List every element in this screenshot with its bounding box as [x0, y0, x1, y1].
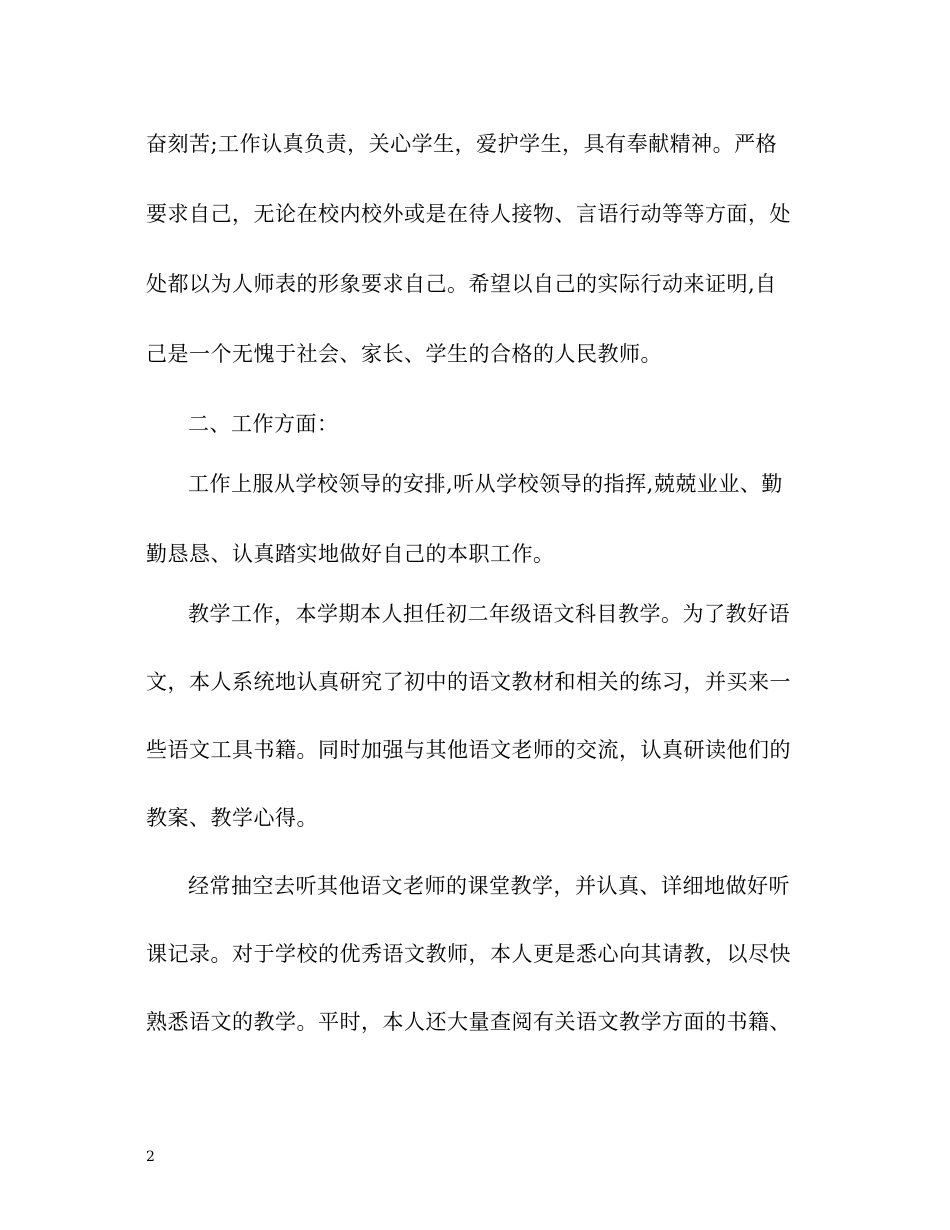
text-line: 熟悉语文的教学。平时，本人还大量查阅有关语文教学方面的书籍、 [146, 1010, 791, 1034]
text-line: 教学工作，本学期本人担任初二年级语文科目教学。为了教好语 [188, 602, 790, 626]
page-number: 2 [146, 1149, 155, 1165]
text-line: 要求自己，无论在校内校外或是在待人接物、言语行动等等方面，处 [146, 202, 791, 226]
text-line: 课记录。对于学校的优秀语文教师，本人更是悉心向其请教，以尽快 [146, 942, 791, 966]
text-line: 经常抽空去听其他语文老师的课堂教学，并认真、详细地做好听 [188, 874, 790, 898]
text-line: 处都以为人师表的形象要求自己。希望以自己的实际行动来证明,自 [146, 272, 777, 296]
text-line: 些语文工具书籍。同时加强与其他语文老师的交流，认真研读他们的 [146, 738, 791, 762]
text-line: 文，本人系统地认真研究了初中的语文教材和相关的练习，并买来一 [146, 670, 791, 694]
section-heading: 二、工作方面： [188, 412, 339, 436]
text-line: 工作上服从学校领导的安排,听从学校领导的指挥,兢兢业业、勤 [188, 472, 783, 496]
text-line: 奋刻苦;工作认真负责，关心学生，爱护学生，具有奉献精神。严格 [146, 132, 778, 156]
text-line: 教案、教学心得。 [146, 806, 318, 830]
text-line: 己是一个无愧于社会、家长、学生的合格的人民教师。 [146, 342, 662, 366]
text-line: 勤恳恳、认真踏实地做好自己的本职工作。 [146, 542, 555, 566]
